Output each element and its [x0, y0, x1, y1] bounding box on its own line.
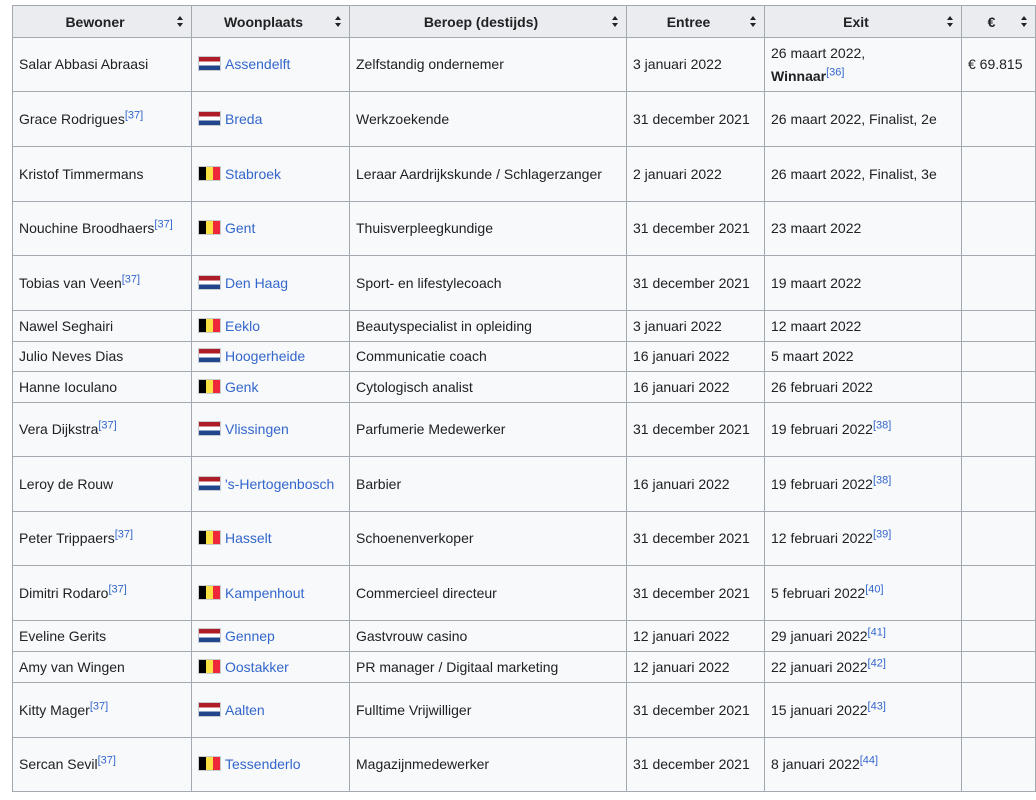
reference-sup: [98, 419, 116, 431]
entree-cell: 3 januari 2022: [627, 311, 765, 342]
bewoner-cell: [13, 202, 192, 256]
beroep-cell: Communicatie coach: [350, 342, 627, 372]
exit-date: 12 februari 2022: [771, 530, 873, 546]
woonplaats-cell: [192, 38, 350, 92]
flag-icon: [198, 756, 221, 771]
reference-sup: [98, 754, 116, 766]
column-header-exit[interactable]: [765, 6, 962, 38]
prize-cell: [962, 311, 1036, 342]
reference-link[interactable]: [37]: [97, 754, 116, 767]
reference-link[interactable]: [37]: [154, 218, 173, 231]
entree-cell: 2 januari 2022: [627, 147, 765, 202]
prize-cell: [962, 621, 1036, 652]
woonplaats-link[interactable]: Aalten: [225, 701, 265, 718]
table-row: [13, 683, 1036, 738]
prize-cell: € 69.815: [962, 38, 1036, 92]
exit-date: 26 maart 2022,: [771, 44, 866, 61]
bewoner-name: Vera Dijkstra: [19, 421, 99, 437]
bewoner-cell: [13, 38, 192, 92]
bewoner-cell: [13, 342, 192, 372]
prize-cell: [962, 342, 1036, 372]
column-header-woonplaats[interactable]: [192, 6, 350, 38]
woonplaats-link[interactable]: Eeklo: [225, 317, 261, 334]
sort-icon[interactable]: [177, 16, 184, 28]
bewoner-cell: [13, 311, 192, 342]
prize-cell: [962, 738, 1036, 792]
entree-cell: 12 januari 2022: [627, 652, 765, 683]
bewoner-cell: [13, 566, 192, 621]
entree-cell: 31 december 2021: [627, 403, 765, 457]
exit-date: 26 maart 2022, Finalist, 3e: [771, 165, 937, 182]
bewoner-name: Nouchine Broodhaers: [19, 220, 155, 236]
flag-icon: [198, 220, 221, 235]
reference-sup: [115, 528, 133, 540]
reference-sup: [108, 583, 126, 595]
woonplaats-link[interactable]: Hasselt: [225, 530, 272, 546]
reference-link[interactable]: [40]: [865, 582, 884, 595]
prize-cell: [962, 652, 1036, 683]
reference-sup: [865, 583, 883, 595]
flag-icon: [198, 628, 221, 643]
exit-cell: [765, 372, 962, 403]
woonplaats-cell: [192, 202, 350, 256]
reference-link[interactable]: [37]: [108, 582, 127, 595]
bewoner-cell: [13, 92, 192, 147]
table-row: [13, 652, 1036, 683]
column-header-label: Bewoner: [65, 13, 125, 30]
bewoner-name: Eveline Gerits: [19, 627, 107, 644]
flag-icon: [198, 275, 221, 290]
reference-link[interactable]: [41]: [867, 625, 886, 638]
flag-icon: [198, 379, 221, 394]
entree-cell: 31 december 2021: [627, 566, 765, 621]
entree-cell: 31 december 2021: [627, 738, 765, 792]
entree-cell: 31 december 2021: [627, 512, 765, 566]
exit-cell: [765, 403, 962, 457]
exit-result: Winnaar: [771, 67, 827, 84]
bewoner-cell: [13, 512, 192, 566]
bewoner-cell: [13, 403, 192, 457]
prize-cell: [962, 566, 1036, 621]
table-row: [13, 311, 1036, 342]
beroep-cell: Beautyspecialist in opleiding: [350, 311, 627, 342]
reference-sup: [90, 700, 108, 712]
table-row: [13, 38, 1036, 92]
exit-cell: [765, 457, 962, 512]
flag-icon: [198, 476, 221, 491]
bewoner-cell: [13, 738, 192, 792]
exit-date: 12 maart 2022: [771, 317, 862, 334]
reference-sup: [860, 754, 878, 766]
exit-date: 19 februari 2022: [771, 475, 873, 492]
sort-icon[interactable]: [1021, 16, 1028, 28]
beroep-cell: Barbier: [350, 457, 627, 512]
column-header-entree[interactable]: [627, 6, 765, 38]
prize-cell: [962, 147, 1036, 202]
woonplaats-cell: [192, 738, 350, 792]
bewoner-cell: [13, 147, 192, 202]
reference-link[interactable]: [42]: [867, 656, 886, 669]
woonplaats-cell: [192, 512, 350, 566]
bewoner-cell: [13, 621, 192, 652]
woonplaats-link[interactable]: Hoogerheide: [225, 348, 306, 364]
column-header-label: Entree: [666, 13, 711, 30]
contestants-table: [12, 5, 1036, 792]
woonplaats-link[interactable]: Kampenhout: [225, 584, 305, 601]
exit-cell: [765, 512, 962, 566]
table-row: [13, 372, 1036, 403]
exit-cell: [765, 38, 962, 92]
prize-cell: [962, 683, 1036, 738]
woonplaats-cell: [192, 403, 350, 457]
bewoner-name: Leroy de Rouw: [19, 475, 114, 492]
beroep-cell: PR manager / Digitaal marketing: [350, 652, 627, 683]
exit-cell: [765, 256, 962, 311]
flag-icon: [198, 348, 221, 363]
prize-cell: [962, 372, 1036, 403]
exit-date: 26 maart 2022, Finalist, 2e: [771, 110, 937, 127]
flag-icon: [198, 166, 221, 181]
woonplaats-link[interactable]: Breda: [225, 110, 263, 127]
bewoner-cell: [13, 256, 192, 311]
table-row: [13, 403, 1036, 457]
reference-link[interactable]: [44]: [859, 754, 879, 767]
exit-date: 23 maart 2022: [771, 220, 862, 236]
reference-link[interactable]: [37]: [114, 528, 134, 541]
reference-sup: [826, 66, 844, 78]
woonplaats-link[interactable]: Vlissingen: [225, 421, 289, 437]
reference-link[interactable]: [37]: [124, 108, 144, 121]
bewoner-name: Kristof Timmermans: [19, 165, 144, 182]
exit-date: 22 januari 2022: [771, 658, 868, 675]
flag-icon: [198, 318, 221, 333]
entree-cell: 3 januari 2022: [627, 38, 765, 92]
reference-sup: [868, 626, 886, 638]
exit-date: 8 januari 2022: [771, 756, 860, 772]
sort-icon[interactable]: [947, 16, 954, 28]
table-row: [13, 566, 1036, 621]
woonplaats-cell: [192, 92, 350, 147]
column-header-label: Beroep (destijds): [423, 13, 539, 30]
beroep-cell: Fulltime Vrijwilliger: [350, 683, 627, 738]
exit-cell: [765, 652, 962, 683]
column-header-label: Woonplaats: [223, 13, 304, 30]
reference-sup: [873, 474, 891, 486]
reference-sup: [154, 218, 172, 230]
prize-cell: [962, 403, 1036, 457]
entree-cell: 31 december 2021: [627, 92, 765, 147]
sort-icon[interactable]: [335, 16, 342, 28]
reference-sup: [868, 657, 886, 669]
reference-link[interactable]: [36]: [826, 65, 845, 78]
exit-cell: [765, 202, 962, 256]
sort-icon[interactable]: [612, 16, 619, 28]
column-header-prize[interactable]: [962, 6, 1036, 38]
exit-cell: [765, 621, 962, 652]
table-row: [13, 342, 1036, 372]
exit-date: 5 februari 2022: [771, 584, 866, 601]
woonplaats-cell: [192, 372, 350, 403]
bewoner-name: Salar Abbasi Abraasi: [19, 56, 149, 72]
bewoner-name: Amy van Wingen: [19, 658, 125, 675]
reference-sup: [868, 700, 886, 712]
column-header-beroep[interactable]: [350, 6, 627, 38]
reference-sup: [122, 273, 140, 285]
table-row: [13, 512, 1036, 566]
prize-cell: [962, 202, 1036, 256]
entree-cell: 16 januari 2022: [627, 457, 765, 512]
woonplaats-cell: [192, 342, 350, 372]
beroep-cell: Zelfstandig ondernemer: [350, 38, 627, 92]
woonplaats-cell: [192, 652, 350, 683]
exit-date: 15 januari 2022: [771, 701, 868, 718]
flag-icon: [198, 585, 221, 600]
beroep-cell: Commercieel directeur: [350, 566, 627, 621]
woonplaats-cell: [192, 311, 350, 342]
prize-cell: [962, 92, 1036, 147]
reference-sup: [873, 528, 891, 540]
reference-link[interactable]: [39]: [872, 528, 892, 541]
table-header-row: [13, 6, 1036, 38]
entree-cell: 31 december 2021: [627, 683, 765, 738]
flag-icon: [198, 56, 221, 71]
beroep-cell: Sport- en lifestylecoach: [350, 256, 627, 311]
bewoner-name: Nawel Seghairi: [19, 317, 114, 334]
exit-cell: [765, 683, 962, 738]
beroep-cell: Parfumerie Medewerker: [350, 403, 627, 457]
prize-cell: [962, 256, 1036, 311]
bewoner-name: Sercan Sevil: [19, 756, 98, 772]
beroep-cell: Gastvrouw casino: [350, 621, 627, 652]
beroep-cell: Werkzoekende: [350, 92, 627, 147]
exit-cell: [765, 342, 962, 372]
woonplaats-link[interactable]: 's-Hertogenbosch: [225, 475, 335, 492]
entree-cell: 31 december 2021: [627, 202, 765, 256]
reference-link[interactable]: [43]: [867, 699, 886, 712]
table-row: [13, 202, 1036, 256]
woonplaats-link[interactable]: Den Haag: [225, 274, 289, 291]
woonplaats-link[interactable]: Assendelft: [225, 56, 291, 72]
table-row: [13, 738, 1036, 792]
entree-cell: 16 januari 2022: [627, 372, 765, 403]
sort-icon[interactable]: [750, 16, 757, 28]
column-header-bewoner[interactable]: [13, 6, 192, 38]
woonplaats-cell: [192, 683, 350, 738]
exit-date: 19 maart 2022: [771, 274, 862, 291]
woonplaats-link[interactable]: Gennep: [225, 627, 275, 644]
prize-cell: [962, 457, 1036, 512]
beroep-cell: Thuisverpleegkundige: [350, 202, 627, 256]
woonplaats-cell: [192, 147, 350, 202]
exit-cell: [765, 147, 962, 202]
bewoner-cell: [13, 372, 192, 403]
reference-link[interactable]: [38]: [872, 473, 892, 486]
entree-cell: 16 januari 2022: [627, 342, 765, 372]
bewoner-name: Tobias van Veen: [19, 274, 122, 291]
bewoner-name: Kitty Mager: [19, 701, 90, 718]
bewoner-name: Grace Rodrigues: [19, 110, 125, 127]
woonplaats-link[interactable]: Genk: [225, 378, 259, 395]
woonplaats-link[interactable]: Gent: [225, 220, 256, 236]
bewoner-cell: [13, 652, 192, 683]
table-body: [13, 38, 1036, 792]
exit-date: 26 februari 2022: [771, 378, 873, 395]
table-row: [13, 256, 1036, 311]
woonplaats-cell: [192, 621, 350, 652]
table-row: [13, 457, 1036, 512]
bewoner-name: Hanne Ioculano: [19, 378, 118, 395]
exit-cell: [765, 92, 962, 147]
woonplaats-link[interactable]: Tessenderlo: [225, 756, 301, 772]
beroep-cell: Leraar Aardrijkskunde / Schlagerzanger: [350, 147, 627, 202]
bewoner-name: Peter Trippaers: [19, 530, 115, 546]
bewoner-name: Julio Neves Dias: [19, 348, 124, 364]
reference-sup: [873, 419, 891, 431]
woonplaats-cell: [192, 457, 350, 512]
reference-sup: [125, 109, 143, 121]
exit-cell: [765, 566, 962, 621]
woonplaats-cell: [192, 256, 350, 311]
woonplaats-link[interactable]: Oostakker: [225, 658, 289, 675]
prize-cell: [962, 512, 1036, 566]
flag-icon: [198, 421, 221, 436]
bewoner-name: Dimitri Rodaro: [19, 584, 109, 601]
reference-link[interactable]: [37]: [98, 419, 117, 432]
entree-cell: 12 januari 2022: [627, 621, 765, 652]
exit-cell: [765, 311, 962, 342]
reference-link[interactable]: [37]: [121, 272, 141, 285]
reference-link[interactable]: [38]: [872, 419, 892, 432]
beroep-cell: Cytologisch analist: [350, 372, 627, 403]
flag-icon: [198, 659, 221, 674]
table-row: [13, 621, 1036, 652]
flag-icon: [198, 530, 221, 545]
exit-date: 5 maart 2022: [771, 348, 854, 364]
entree-cell: 31 december 2021: [627, 256, 765, 311]
woonplaats-cell: [192, 566, 350, 621]
flag-icon: [198, 702, 221, 717]
reference-link[interactable]: [37]: [89, 699, 109, 712]
column-header-label: Exit: [843, 13, 869, 30]
exit-date: 29 januari 2022: [771, 627, 868, 644]
bewoner-cell: [13, 683, 192, 738]
beroep-cell: Magazijnmedewerker: [350, 738, 627, 792]
contestants-table-wrapper: [12, 5, 1036, 792]
flag-icon: [198, 111, 221, 126]
column-header-label: €: [987, 13, 996, 30]
beroep-cell: Schoenenverkoper: [350, 512, 627, 566]
table-row: [13, 92, 1036, 147]
exit-cell: [765, 738, 962, 792]
exit-date: 19 februari 2022: [771, 421, 873, 437]
table-row: [13, 147, 1036, 202]
woonplaats-link[interactable]: Stabroek: [225, 165, 282, 182]
bewoner-cell: [13, 457, 192, 512]
